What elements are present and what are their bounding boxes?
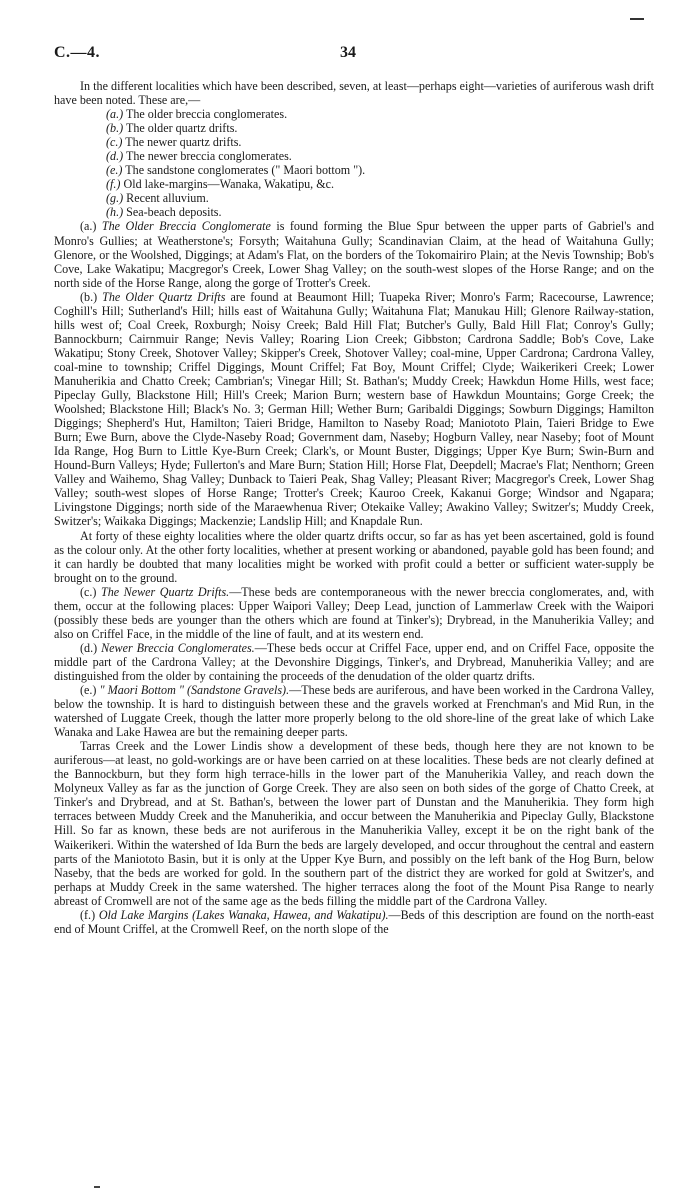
page-number: 34 — [340, 44, 356, 61]
list-item: (a.) The older breccia conglomerates. — [106, 107, 288, 122]
list-item: (g.) Recent alluvium. — [106, 191, 209, 206]
list-item: (b.) The older quartz drifts. — [106, 121, 238, 136]
report-reference: C.—4. — [54, 44, 101, 61]
section-older-breccia: (a.) The Older Breccia Conglomerate is found forming the Blue Spur between the upper parts of Gabriel's and Monro's Gullies; at Weatherstone's; Forsyth; Waitahuna Gully; Scandinavian Claim, at the head of Waitahuna Gully; Glenore, or the Woolshed, Diggings; at Adam's Flat, on the borders of the Tokomairiro Plain; at the Nevis Township; Bob's Cove, Lake Wakatipu; Macgregor's Creek, Lower Shag Valley; on the south-west slopes of the Horse Range; and on the north side of the Horse Range, along the gorge of Trotter's Creek. — [54, 219, 654, 290]
list-item: (c.) The newer quartz drifts. — [106, 135, 242, 150]
section-maori-bottom: (e.) " Maori Bottom " (Sandstone Gravels).—These beds are auriferous, and have been worked in the Cardrona Valley, below the township. It is hard to distinguish between these and the gravels worked at Frenchman's and Mid Run, in the watershed of Luggate Creek, though the latter more properly belong to the old shore-line of the great lake of which Lake Wanaka and Lake Hawea are but the remaining deeper parts. — [54, 683, 654, 740]
list-item: (h.) Sea-beach deposits. — [106, 205, 222, 220]
section-newer-breccia: (d.) Newer Breccia Conglomerates.—These beds occur at Criffel Face, upper end, and on Criffel Face, opposite the middle part of the Cardrona Valley; at the Devonshire Diggings, Tinker's, and Drybread, Manuherikia Valley; and are distinguished from the older by containing the proceeds of the denudation of the older quartz drifts. — [54, 640, 655, 683]
footer-mark — [94, 1186, 100, 1188]
intro-paragraph: In the different localities which have been described, seven, at least—perhaps eight—varieties of auriferous wash drift have been noted. These are,— — [54, 79, 654, 108]
section-old-lake-margins: (f.) Old Lake Margins (Lakes Wanaka, Hawea, and Wakatipu).—Beds of this description are found on the north-east end of Mount Criffel, at the Cromwell Reef, on the north slope of the — [54, 907, 654, 936]
list-item: (f.) Old lake-margins—Wanaka, Wakatipu, &c. — [106, 177, 335, 192]
list-item: (d.) The newer breccia conglomerates. — [106, 149, 292, 164]
page-corner-mark — [630, 18, 644, 20]
page-header — [54, 44, 646, 68]
section-newer-quartz: (c.) The Newer Quartz Drifts.—These beds are contemporaneous with the newer breccia conglomerates, and, with them, occur at the following places: Upper Waipori Valley; Deep Lead, junction of Lammerlaw Creek with the Waipori (possibly these beds are younger than the others which are found at Tinker's); Drybread, in the Manuherikia Valley; and also on Criffel Face, in the middle of the line of fault, and at its western end. — [54, 584, 654, 641]
paragraph-forty-localities: At forty of these eighty localities where the older quartz drifts occur, so far as has yet been ascertained, gold is found as the colour only. At the other forty localities, whether at present working or abandoned, payable gold has been found; and it can hardly be doubted that many localities might be worked with profit could a better or sufficient water-supply be brought on to the ground. — [54, 528, 654, 585]
page-body — [54, 79, 654, 936]
section-older-quartz: (b.) The Older Quartz Drifts are found at Beaumont Hill; Tuapeka River; Monro's Farm; Racecourse, Lawrence; Coghill's Hill; Sutherland's Hill; hills east of Waitahuna Gully; Waitahuna Flat; Manukau Hill; Glenore Railway-station, hills west of; Coal Creek, Roxburgh; Noisy Creek; Bald Hill Flat; Butcher's Gully, Bald Hill Flat; Conroy's Gully; Bannockburn; Cairnmuir Range; Nevis Valley; Roaring Lion Creek; Gibbston; Cardrona Saddle; Bob's Cove, Lake Wakatipu; Stony Creek, Shotover Valley; Skipper's Creek, Shotover Valley; coal-mine, Upper Cardrona; Cardrona Valley, coal-mine to township; Criffel Diggings, Mount Criffel; Fat Boy, Mount Criffel; Clyde; Waikerikeri Creek; Lower Manuherikia and Chatto Creek; Cambrian's; Vinegar Hill; St. Bathan's; Muddy Creek; Hawkdun Home Hills, west face; Pipeclay Gully, Blackstone Hill; Hill's Creek; Marion Burn; western base of Hawkdun Mountains; Gorge Creek; the Woolshed; Blackstone Hill; Black's No. 3; German Hill; Wether Burn; Garibaldi Diggings; Sowburn Diggings; Hamilton Diggings; Shepherd's Hut, Hamilton; Taieri Bridge, Hamilton to Naseby Road; Maniototo Plain, Taieri Bridge to Ewe Burn; Ewe Burn, above the Clyde-Naseby Road; Government dam, Naseby; Hogburn Valley, near Naseby; foot of Mount Ida Range, Hog Burn to Little Kye-Burn Creek; Clark's, or Mount Buster, Diggings; Upper Kye Burn; Swin-Burn and Hound-Burn Valleys; Hyde; Fullerton's and Mare Burn; Station Hill; Horse Flat, Deepdell; Macrae's Flat; Nenthorn; Green Valley and Waihemo, Shag Valley; Dunback to Taieri Peak, Shag Valley; Pleasant River; Macgregor's Creek, Lower Shag Valley; south-west slopes of Horse Range; Trotter's Creek; Kauroo Creek, Kakanui Gorge; Windsor and Ngapara; Livingstone Diggings; north side of the Maraewhenua River; Otekaike Valley; Awakino Valley; Switzer's; Muddy Creek, Switzer's; Waikaka Diggings; Mackenzie; Landslip Hill; and Knapdale Run. — [54, 289, 654, 529]
paragraph-tarras-creek: Tarras Creek and the Lower Lindis show a development of these beds, though here they are not known to be auriferous—at least, no gold-workings are or have been carried on at these localities. These beds are not clearly defined at the Bannockburn, but they form high terrace-hills in the lower part of the Manuherikia Valley, and reach down the Molyneux Valley as far as the junction of Gorge Creek. They are also seen on both sides of the gorge of Chatto Creek, at Tinker's and Drybread, and at St. Bathan's, between the lower part of Dunstan and the Manuherikia. They form high terraces between Muddy Creek and the Manuherikia, and occur between the Manuherikia and Pipeclay Gully, Blackstone Hill. So far as known, these beds are not auriferous in the Manuherikia Valley, except it be on the right bank of the Waikerikeri. Within the watershed of Ida Burn the beds are largely developed, and occur throughout the central and eastern parts of the Maniototo Basin, but it is only at the Upper Kye Burn, and possibly on the left bank of the Hog Burn, below Naseby, that the beds are worked for gold. In the southern part of the district they are worked for gold at Switzer's, and perhaps at Muddy Creek in the same watershed. The higher terraces along the foot of the Mount Pisa Range to nearly abreast of Cromwell are not of the same age as the beds filling the middle part of the Cardrona Valley. — [54, 739, 654, 908]
varieties-list — [54, 107, 654, 219]
list-item: (e.) The sandstone conglomerates (" Maori bottom "). — [106, 163, 366, 178]
